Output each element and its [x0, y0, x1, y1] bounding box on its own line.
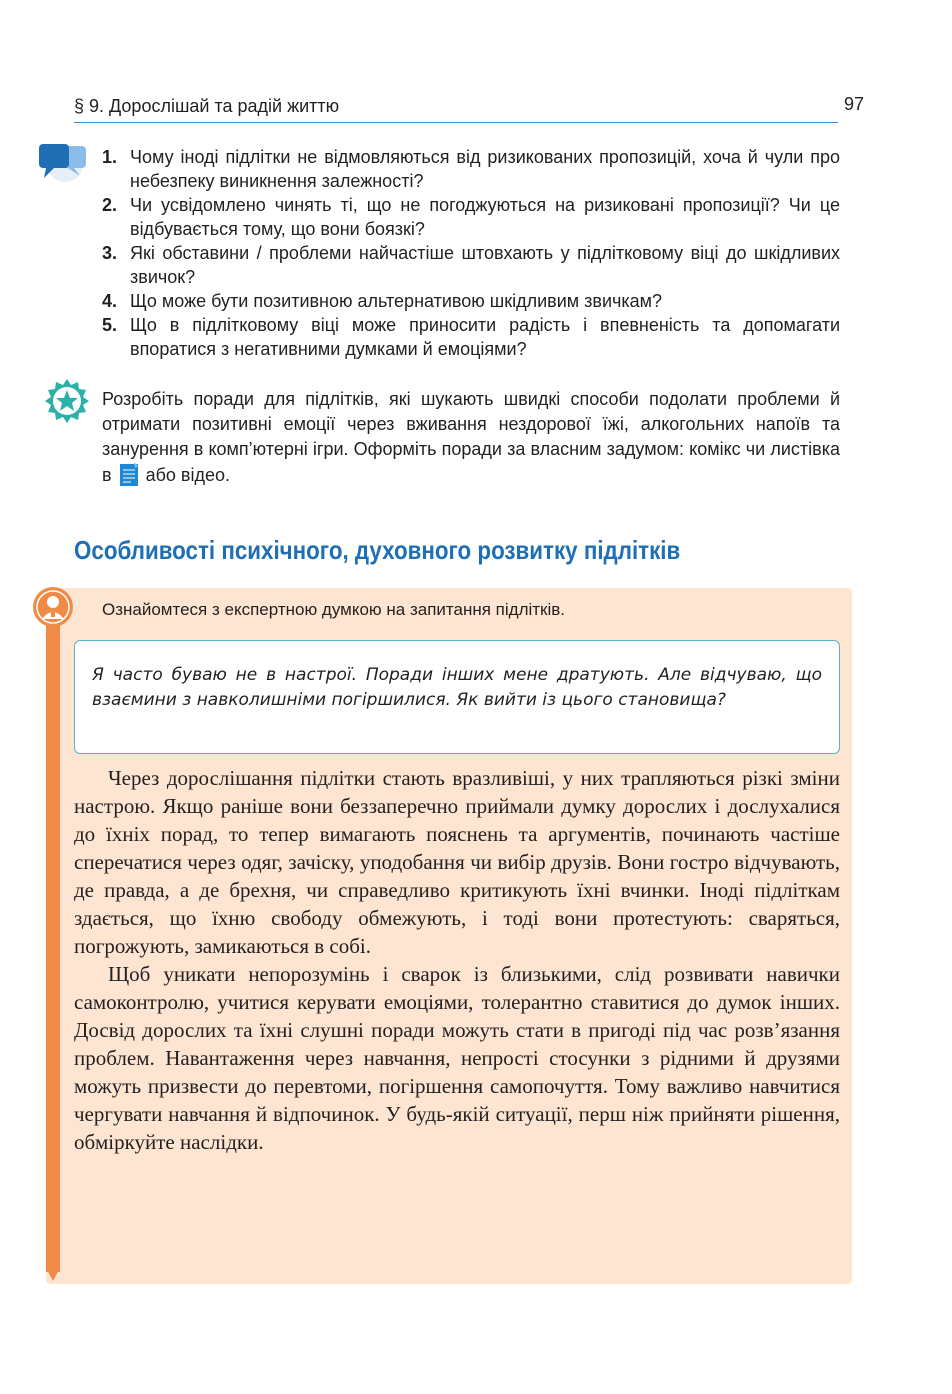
section-title: Особливості психічного, духовного розвитку підлітків	[74, 535, 681, 565]
question-number: 4.	[102, 291, 118, 311]
question-item	[102, 289, 840, 313]
expert-intro: Ознайомтеся з експертною думкою на запитання підлітків.	[102, 600, 566, 619]
teen-question-text: Я часто буваю не в настрої. Поради інших мене дратують. Але відчуваю, що взаємини з навколишніми погіршилися. Як вийти із цього становища?	[92, 665, 822, 710]
question-text: Чи усвідомлено чинять ті, що не погоджуються на ризиковані пропозиції? Чи це відбувається тому, що вони боязкі?	[130, 195, 840, 239]
question-item	[102, 145, 840, 193]
question-text: Що в підлітковому віці може приносити радість і впевненість та допомагати впоратися з негативними думками й емоціями?	[130, 315, 840, 359]
page-number: 97	[843, 94, 864, 114]
expert-answer	[74, 764, 840, 1156]
question-number: 5.	[102, 315, 118, 335]
panel-side-bar	[46, 612, 60, 1272]
question-number: 1.	[102, 147, 118, 167]
task-text-before: Розробіть поради для підлітків, які шукають швидкі способи подолати проблеми й отримати позитивні емоції через вживання нездорової їжі, алкогольних напоїв та занурення в комп’ютерні ігри. Оформіть поради за власним задумом: комікс чи листівка в	[102, 389, 840, 485]
expert-person-icon	[32, 586, 74, 628]
question-item	[102, 313, 840, 361]
page-header	[74, 94, 838, 123]
question-text: Чому іноді підлітки не відмовляються від ризикованих пропозицій, хоча й чули про небезпеку виникнення залежності?	[130, 147, 840, 191]
task-text	[102, 387, 840, 488]
questions-list	[102, 145, 840, 361]
answer-paragraph: Щоб уникати непорозумінь і сварок із близькими, слід розвивати навички самоконтролю, учитися керувати емоціями, толерантно ставитися до думок інших. Досвід дорослих та їхні слушні поради можуть стати в пригоді під час розв’язання проблем. Навантаження через навчання, непрості стосунки з рідними й друзями можуть призвести до перевтоми, погіршення самопочуття. Тому важливо навчитися чергувати навчання й відпочинок. У будь-якій ситуації, перш ніж прийняти рішення, обміркуйте наслідки.	[74, 962, 840, 1154]
question-text: Що може бути позитивною альтернативою шкідливим звичкам?	[130, 291, 663, 311]
star-badge-icon	[44, 378, 90, 424]
teen-question-box	[74, 640, 840, 754]
header-title: § 9. Дорослішай та радій життю	[74, 96, 340, 116]
task-text-after: або відео.	[145, 465, 231, 485]
question-text: Які обставини / проблеми найчастіше штовхають у підлітковому віці до шкідливих звичок?	[130, 243, 840, 287]
speech-bubbles-icon	[38, 142, 88, 184]
question-number: 2.	[102, 195, 118, 215]
notebook-icon	[119, 462, 139, 487]
answer-paragraph: Через дорослішання підлітки стають вразливіші, у них трапляються різкі зміни настрою. Якщо раніше вони беззаперечно приймали думку дорослих і дослухалися до їхніх порад, то тепер вимагають пояснень та аргументів, починають частіше сперечатися через одяг, зачіску, уподобання чи вибір друзів. Вони гостро відчувають, де правда, а де брехня, чи справедливо критикують їхні вчинки. Іноді підліткам здається, що їхню свободу обмежують, і тоді вони протестують: сваряться, погрожують, замикаються в собі.	[74, 766, 840, 958]
arrow-down-icon	[47, 1270, 59, 1282]
question-number: 3.	[102, 243, 118, 263]
question-item	[102, 241, 840, 289]
question-item	[102, 193, 840, 241]
